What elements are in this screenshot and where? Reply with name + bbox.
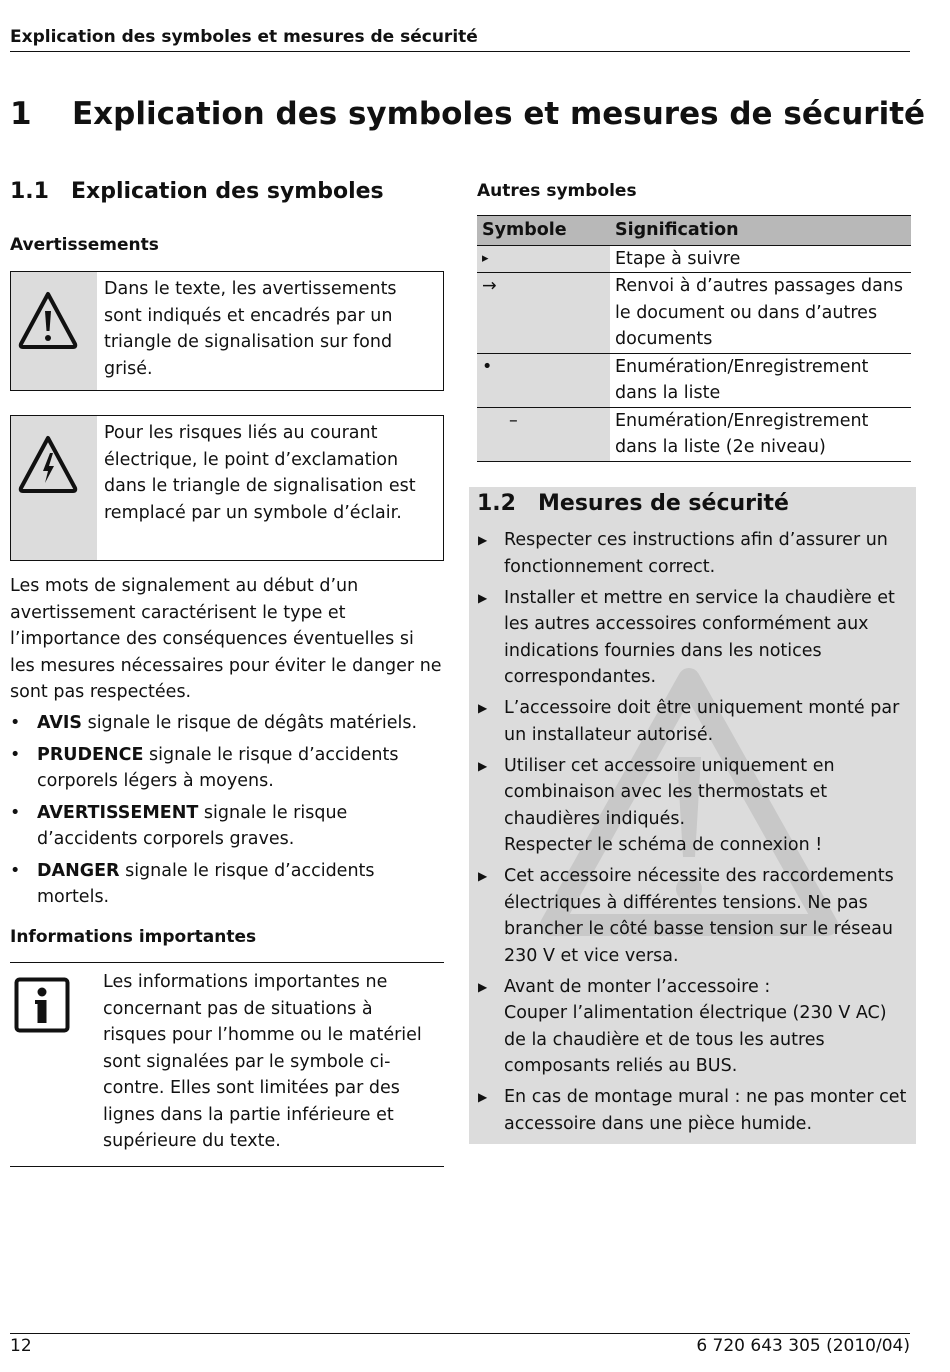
symbol-cell: ▸ (477, 245, 610, 273)
meaning-cell: Etape à suivre (610, 245, 911, 273)
table-row (477, 273, 911, 354)
step-arrow-icon: ▶ (478, 1090, 488, 1104)
symbol-cell: → (477, 273, 610, 354)
chapter-title (10, 96, 925, 132)
info-top-rule (10, 962, 444, 963)
other-symbols-heading: Autres symboles (477, 181, 637, 201)
warning-icon-cell (11, 272, 97, 390)
section-title-text: Explication des symboles (71, 179, 384, 204)
section-1-2-title (477, 491, 789, 516)
chapter-title-text: Explication des symboles et mesures de sécurité (72, 96, 926, 132)
table-header-row (477, 216, 911, 246)
list-item: ▶ Installer et mettre en service la chaudière et les autres accessoires conformément aux indications fournies dans les notices correspondantes. (477, 585, 910, 691)
document-id: 6 720 643 305 (2010/04) (696, 1336, 910, 1356)
list-item: • AVERTISSEMENT signale le risque d’accidents corporels graves. (10, 802, 348, 849)
electric-icon-cell (11, 416, 97, 560)
list-item: ▶ Cet accessoire nécessite des raccordements électriques à différentes tensions. Ne pas brancher le côté basse tension sur le réseau 230 V et vice versa. (477, 863, 910, 969)
warning-box-electric (10, 415, 444, 561)
meaning-cell: Renvoi à d’autres passages dans le document ou dans d’autres documents (610, 273, 911, 354)
symbol-cell: – (477, 407, 610, 461)
footer-rule (10, 1333, 910, 1334)
warning-box-text: Dans le texte, les avertissements sont indiqués et encadrés par un triangle de signalisation sur fond grisé. (104, 279, 397, 379)
section-number: 1.2 (477, 491, 516, 516)
warning-box-text: Pour les risques liés au courant électrique, le point d’exclamation dans le triangle de signalisation est remplacé par un symbole d’éclair. (104, 423, 416, 523)
warnings-heading: Avertissements (10, 235, 159, 255)
info-bottom-rule (10, 1166, 444, 1167)
list-item: ▶ Respecter ces instructions afin d’assurer un fonctionnement correct. (477, 527, 910, 580)
info-icon (14, 977, 70, 1033)
meaning-cell: Enumération/Enregistrement dans la liste (2e niveau) (610, 407, 911, 461)
list-item: • AVIS signale le risque de dégâts matériels. (10, 713, 418, 733)
list-item: • PRUDENCE signale le risque d’accidents corporels légers à moyens. (10, 744, 399, 791)
column-header-symbol: Symbole (477, 216, 610, 246)
list-item: • DANGER signale le risque d’accidents mortels. (10, 860, 375, 907)
info-text: Les informations importantes ne concernant pas de situations à risques pour l’homme ou le matériel sont signalées par le symbole ci-contre. Elles sont limitées par des lignes dans la partie inférieure et supérieure du texte. (103, 972, 422, 1151)
step-arrow-icon: ▶ (478, 979, 488, 994)
column-header-meaning: Signification (610, 216, 911, 246)
warning-box-general (10, 271, 444, 391)
safety-list (477, 527, 910, 1142)
list-item: ▶ Avant de monter l’accessoire : Couper l’alimentation électrique (230 V AC) de la chaudière et de tous les autres composants reliés au BUS. (477, 974, 910, 1080)
step-arrow-icon: ▶ (478, 701, 488, 715)
chapter-number: 1 (10, 96, 32, 132)
section-1-1-title (10, 179, 384, 204)
step-arrow-icon: ▶ (478, 590, 488, 605)
table-row (477, 353, 911, 407)
section-title-text: Mesures de sécurité (538, 491, 789, 516)
table-row (477, 407, 911, 461)
list-item: ▶ L’accessoire doit être uniquement monté par un installateur autorisé. (477, 695, 910, 748)
list-item: ▶ En cas de montage mural : ne pas monter cet accessoire dans une pièce humide. (477, 1084, 910, 1137)
table-row (477, 245, 911, 273)
info-heading: Informations importantes (10, 927, 257, 947)
safety-panel (469, 487, 916, 1144)
list-item: ▶ Utiliser cet accessoire uniquement en combinaison avec les thermostats et chaudières indiqués. Respecter le schéma de connexion ! (477, 753, 910, 859)
symbol-cell: • (477, 353, 610, 407)
meaning-cell: Enumération/Enregistrement dans la liste (610, 353, 911, 407)
signal-words-paragraph: Les mots de signalement au début d’un avertissement caractérisent le type et l’importance des conséquences éventuelles si les mesures nécessaires pour éviter le danger ne sont pas respectées. (10, 576, 442, 702)
signal-words-list (10, 710, 440, 916)
step-arrow-icon: ▶ (478, 869, 488, 883)
running-header: Explication des symboles et mesures de sécurité (10, 27, 478, 47)
symbols-table (477, 215, 911, 462)
page-number: 12 (10, 1336, 32, 1356)
step-arrow-icon: ▶ (478, 533, 488, 547)
electric-warning-icon (17, 433, 79, 495)
header-rule (10, 51, 910, 52)
section-number: 1.1 (10, 179, 49, 204)
warning-triangle-icon (17, 289, 79, 351)
step-arrow-icon: ▶ (478, 758, 488, 773)
